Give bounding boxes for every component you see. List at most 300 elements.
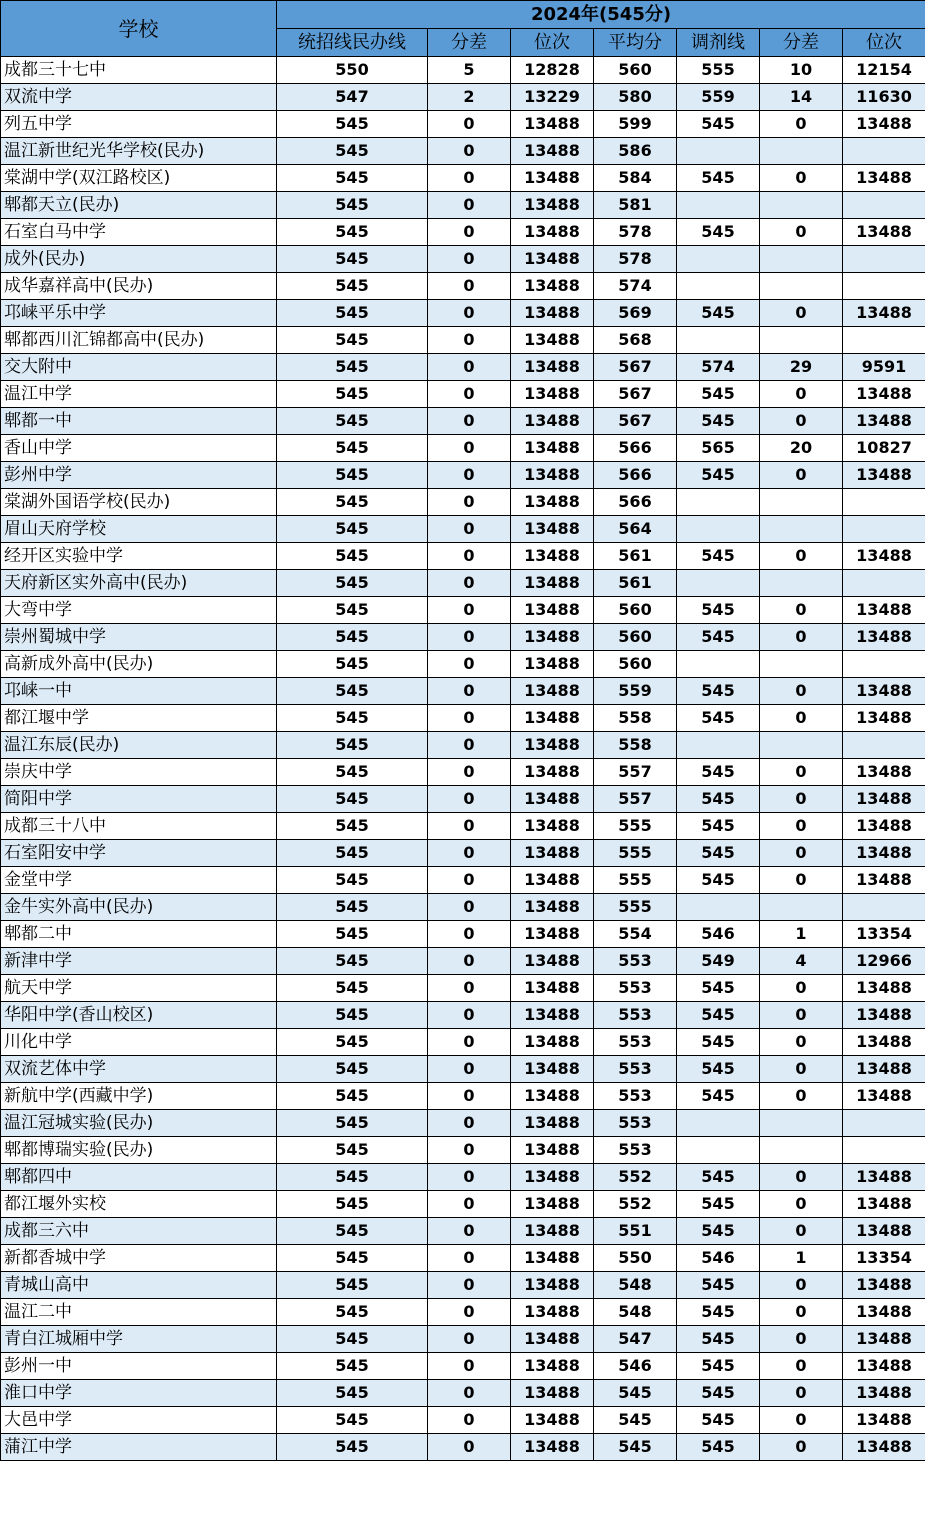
adjust-rank-cell [843,1110,925,1137]
cutoff-cell: 545 [277,1164,428,1191]
average-cell: 553 [594,1056,677,1083]
diff-cell: 2 [428,84,511,111]
diff-cell: 0 [428,246,511,273]
average-cell: 581 [594,192,677,219]
adjust-line-cell [677,489,760,516]
rank-cell: 13488 [511,219,594,246]
diff-cell: 0 [428,1137,511,1164]
table-row [1,1407,925,1434]
table-row [1,840,925,867]
rank-cell: 13488 [511,678,594,705]
diff-column-header: 分差 [428,29,511,57]
cutoff-cell: 545 [277,165,428,192]
adjust-rank-cell [843,273,925,300]
adjust-rank-column-header: 位次 [843,29,925,57]
table-row [1,111,925,138]
adjust-line-cell: 545 [677,813,760,840]
cutoff-cell: 545 [277,1137,428,1164]
school-cell: 成都三六中 [1,1218,277,1245]
adjust-diff-cell: 1 [760,1245,843,1272]
cutoff-column-header: 统招线民办线 [277,29,428,57]
rank-cell: 13488 [511,597,594,624]
adjust-diff-cell: 0 [760,1191,843,1218]
adjust-line-cell [677,732,760,759]
rank-cell: 13488 [511,1434,594,1461]
average-cell: 554 [594,921,677,948]
adjust-line-cell: 545 [677,165,760,192]
school-cell: 彭州中学 [1,462,277,489]
school-cell: 交大附中 [1,354,277,381]
rank-cell: 13488 [511,1380,594,1407]
diff-cell: 0 [428,435,511,462]
cutoff-cell: 545 [277,624,428,651]
cutoff-cell: 545 [277,597,428,624]
adjust-rank-cell: 13488 [843,219,925,246]
adjust-diff-cell: 0 [760,975,843,1002]
adjust-diff-cell [760,327,843,354]
cutoff-cell: 545 [277,354,428,381]
adjust-rank-cell: 13488 [843,381,925,408]
school-cell: 新津中学 [1,948,277,975]
cutoff-cell: 545 [277,759,428,786]
adjust-diff-cell: 0 [760,1002,843,1029]
adjust-line-cell: 545 [677,1164,760,1191]
adjust-diff-cell: 0 [760,813,843,840]
adjust-line-cell: 545 [677,597,760,624]
cutoff-cell: 545 [277,1056,428,1083]
adjust-rank-cell: 13488 [843,1056,925,1083]
table-row [1,867,925,894]
adjust-diff-cell: 1 [760,921,843,948]
table-row [1,948,925,975]
adjust-rank-cell: 12966 [843,948,925,975]
table-row [1,543,925,570]
rank-cell: 13488 [511,1245,594,1272]
cutoff-cell: 545 [277,489,428,516]
diff-cell: 0 [428,651,511,678]
average-cell: 550 [594,1245,677,1272]
average-cell: 553 [594,948,677,975]
adjust-line-cell: 545 [677,1299,760,1326]
table-row [1,759,925,786]
average-cell: 555 [594,813,677,840]
adjust-diff-cell [760,651,843,678]
adjust-rank-cell: 13488 [843,111,925,138]
adjust-diff-cell: 0 [760,219,843,246]
average-column-header: 平均分 [594,29,677,57]
school-cell: 彭州一中 [1,1353,277,1380]
average-cell: 553 [594,975,677,1002]
diff-cell: 0 [428,1380,511,1407]
adjust-diff-cell: 0 [760,678,843,705]
cutoff-cell: 545 [277,813,428,840]
average-cell: 545 [594,1380,677,1407]
rank-cell: 13488 [511,408,594,435]
table-row [1,624,925,651]
adjust-rank-cell: 13488 [843,543,925,570]
rank-cell: 13488 [511,165,594,192]
table-row [1,300,925,327]
table-row [1,219,925,246]
cutoff-cell: 545 [277,1191,428,1218]
adjust-line-cell: 545 [677,624,760,651]
adjust-rank-cell [843,732,925,759]
diff-cell: 0 [428,921,511,948]
table-row [1,489,925,516]
school-cell: 郫都天立(民办) [1,192,277,219]
adjust-diff-cell: 0 [760,1407,843,1434]
adjust-line-cell [677,570,760,597]
diff-cell: 0 [428,138,511,165]
adjust-diff-cell: 0 [760,462,843,489]
adjust-line-cell: 545 [677,1272,760,1299]
diff-cell: 0 [428,1164,511,1191]
school-cell: 温江东辰(民办) [1,732,277,759]
table-row [1,1029,925,1056]
average-cell: 553 [594,1137,677,1164]
average-cell: 558 [594,705,677,732]
diff-cell: 0 [428,300,511,327]
school-column-header: 学校 [1,1,277,57]
table-row [1,165,925,192]
adjust-rank-cell [843,651,925,678]
rank-cell: 13488 [511,1056,594,1083]
adjust-line-cell: 545 [677,678,760,705]
school-cell: 成都三十八中 [1,813,277,840]
table-row [1,381,925,408]
table-row [1,1083,925,1110]
adjust-diff-cell: 4 [760,948,843,975]
adjust-line-cell: 546 [677,1245,760,1272]
adjust-rank-cell: 13488 [843,813,925,840]
school-cell: 郫都一中 [1,408,277,435]
school-cell: 成华嘉祥高中(民办) [1,273,277,300]
adjust-line-cell [677,1137,760,1164]
diff-cell: 0 [428,894,511,921]
adjust-diff-cell: 20 [760,435,843,462]
school-cell: 香山中学 [1,435,277,462]
adjust-line-cell: 565 [677,435,760,462]
average-cell: 547 [594,1326,677,1353]
school-cell: 温江新世纪光华学校(民办) [1,138,277,165]
adjust-diff-cell [760,516,843,543]
diff-cell: 0 [428,1326,511,1353]
adjust-rank-cell: 11630 [843,84,925,111]
adjust-diff-cell [760,138,843,165]
adjust-diff-cell: 29 [760,354,843,381]
adjust-line-cell: 545 [677,1434,760,1461]
adjust-rank-cell: 13488 [843,1191,925,1218]
table-row [1,462,925,489]
adjust-rank-cell: 9591 [843,354,925,381]
adjust-rank-cell: 13488 [843,1407,925,1434]
diff-cell: 0 [428,1218,511,1245]
adjust-diff-column-header: 分差 [760,29,843,57]
adjust-line-cell: 545 [677,1191,760,1218]
table-row [1,1002,925,1029]
table-header [1,1,925,57]
school-cell: 石室阳安中学 [1,840,277,867]
adjust-line-cell: 545 [677,1380,760,1407]
rank-cell: 12828 [511,57,594,84]
average-cell: 555 [594,867,677,894]
diff-cell: 0 [428,273,511,300]
table-row [1,273,925,300]
adjust-line-cell: 545 [677,840,760,867]
table-row [1,786,925,813]
cutoff-cell: 545 [277,381,428,408]
school-cell: 都江堰外实校 [1,1191,277,1218]
rank-cell: 13488 [511,1299,594,1326]
diff-cell: 0 [428,570,511,597]
adjust-rank-cell [843,192,925,219]
cutoff-cell: 545 [277,1083,428,1110]
school-cell: 金堂中学 [1,867,277,894]
school-cell: 双流艺体中学 [1,1056,277,1083]
school-cell: 石室白马中学 [1,219,277,246]
table-row [1,1137,925,1164]
adjust-rank-cell [843,327,925,354]
rank-cell: 13488 [511,1272,594,1299]
cutoff-cell: 547 [277,84,428,111]
rank-cell: 13488 [511,489,594,516]
adjust-diff-cell: 0 [760,300,843,327]
adjust-rank-cell: 13488 [843,678,925,705]
rank-cell: 13488 [511,1326,594,1353]
adjust-diff-cell: 0 [760,543,843,570]
adjust-diff-cell: 0 [760,624,843,651]
cutoff-cell: 545 [277,840,428,867]
table-row [1,1056,925,1083]
adjust-rank-cell: 13488 [843,1434,925,1461]
adjust-rank-cell: 13488 [843,1380,925,1407]
adjust-diff-cell: 0 [760,759,843,786]
adjust-diff-cell [760,732,843,759]
adjust-line-cell: 549 [677,948,760,975]
adjust-rank-cell [843,894,925,921]
rank-cell: 13488 [511,894,594,921]
adjust-rank-cell: 13488 [843,1218,925,1245]
rank-cell: 13488 [511,138,594,165]
cutoff-cell: 545 [277,1245,428,1272]
rank-cell: 13488 [511,354,594,381]
adjust-rank-cell [843,246,925,273]
rank-cell: 13488 [511,543,594,570]
school-cell: 邛崃平乐中学 [1,300,277,327]
adjust-line-cell [677,192,760,219]
adjust-line-cell: 545 [677,1083,760,1110]
rank-cell: 13488 [511,732,594,759]
adjust-line-cell: 545 [677,867,760,894]
school-cell: 蒲江中学 [1,1434,277,1461]
average-cell: 584 [594,165,677,192]
rank-cell: 13488 [511,516,594,543]
adjust-diff-cell [760,1110,843,1137]
adjust-diff-cell [760,570,843,597]
cutoff-cell: 545 [277,1353,428,1380]
school-cell: 崇庆中学 [1,759,277,786]
diff-cell: 0 [428,1083,511,1110]
adjust-diff-cell: 0 [760,867,843,894]
adjust-diff-cell: 0 [760,1326,843,1353]
diff-cell: 0 [428,192,511,219]
adjust-line-cell: 546 [677,921,760,948]
average-cell: 580 [594,84,677,111]
rank-cell: 13488 [511,786,594,813]
diff-cell: 0 [428,1029,511,1056]
school-cell: 温江冠城实验(民办) [1,1110,277,1137]
rank-cell: 13488 [511,570,594,597]
diff-cell: 0 [428,165,511,192]
adjust-diff-cell: 0 [760,1299,843,1326]
diff-cell: 0 [428,1110,511,1137]
rank-cell: 13488 [511,435,594,462]
cutoff-cell: 545 [277,570,428,597]
adjust-line-cell [677,1110,760,1137]
average-cell: 545 [594,1407,677,1434]
adjust-rank-cell: 13488 [843,975,925,1002]
cutoff-cell: 545 [277,1407,428,1434]
diff-cell: 0 [428,381,511,408]
adjust-rank-cell: 13488 [843,624,925,651]
school-cell: 眉山天府学校 [1,516,277,543]
adjust-diff-cell: 0 [760,381,843,408]
school-cell: 新都香城中学 [1,1245,277,1272]
cutoff-cell: 545 [277,1326,428,1353]
average-cell: 561 [594,543,677,570]
year-title-header: 2024年(545分) [277,1,925,29]
adjust-line-cell [677,894,760,921]
school-cell: 崇州蜀城中学 [1,624,277,651]
table-row [1,57,925,84]
cutoff-cell: 545 [277,1380,428,1407]
adjust-rank-cell: 13488 [843,1299,925,1326]
average-cell: 552 [594,1164,677,1191]
school-cell: 郫都博瑞实验(民办) [1,1137,277,1164]
rank-cell: 13488 [511,1191,594,1218]
average-cell: 567 [594,381,677,408]
adjust-diff-cell: 14 [760,84,843,111]
adjust-rank-cell: 13488 [843,462,925,489]
adjust-line-cell [677,651,760,678]
table-row [1,921,925,948]
cutoff-cell: 545 [277,408,428,435]
rank-cell: 13488 [511,192,594,219]
school-cell: 双流中学 [1,84,277,111]
adjust-rank-cell: 13488 [843,1164,925,1191]
table-row [1,435,925,462]
school-cell: 大邑中学 [1,1407,277,1434]
rank-cell: 13488 [511,273,594,300]
school-cell: 简阳中学 [1,786,277,813]
diff-cell: 0 [428,732,511,759]
average-cell: 599 [594,111,677,138]
adjust-diff-cell [760,192,843,219]
table-row [1,894,925,921]
cutoff-cell: 545 [277,273,428,300]
adjust-line-cell: 559 [677,84,760,111]
cutoff-cell: 545 [277,651,428,678]
diff-cell: 0 [428,489,511,516]
cutoff-cell: 545 [277,732,428,759]
adjust-rank-cell: 13354 [843,1245,925,1272]
adjust-line-cell [677,273,760,300]
adjust-diff-cell: 0 [760,1083,843,1110]
table-body [1,57,925,1461]
diff-cell: 0 [428,462,511,489]
rank-cell: 13488 [511,948,594,975]
table-row [1,813,925,840]
diff-cell: 0 [428,624,511,651]
adjust-line-cell: 545 [677,462,760,489]
average-cell: 555 [594,894,677,921]
adjust-line-cell: 555 [677,57,760,84]
adjust-rank-cell: 13488 [843,1326,925,1353]
table-row [1,516,925,543]
table-row [1,570,925,597]
adjust-rank-cell: 13488 [843,1029,925,1056]
school-cell: 郫都西川汇锦都高中(民办) [1,327,277,354]
rank-column-header: 位次 [511,29,594,57]
school-cell: 郫都四中 [1,1164,277,1191]
average-cell: 560 [594,651,677,678]
table-row [1,1191,925,1218]
adjust-diff-cell: 10 [760,57,843,84]
cutoff-cell: 545 [277,678,428,705]
adjust-rank-cell: 13488 [843,408,925,435]
adjust-rank-cell: 13488 [843,165,925,192]
adjust-line-cell: 545 [677,381,760,408]
cutoff-cell: 550 [277,57,428,84]
adjust-diff-cell [760,1137,843,1164]
adjust-diff-cell: 0 [760,1164,843,1191]
adjust-rank-cell: 13488 [843,867,925,894]
adjust-line-cell: 545 [677,1407,760,1434]
adjust-diff-cell: 0 [760,705,843,732]
rank-cell: 13488 [511,813,594,840]
rank-cell: 13488 [511,975,594,1002]
adjust-diff-cell: 0 [760,1272,843,1299]
table-row [1,327,925,354]
school-cell: 邛崃一中 [1,678,277,705]
average-cell: 546 [594,1353,677,1380]
diff-cell: 0 [428,867,511,894]
cutoff-cell: 545 [277,246,428,273]
adjust-line-cell [677,327,760,354]
adjust-rank-cell [843,1137,925,1164]
school-cell: 航天中学 [1,975,277,1002]
school-cell: 成都三十七中 [1,57,277,84]
table-row [1,354,925,381]
cutoff-cell: 545 [277,894,428,921]
table-row [1,1164,925,1191]
diff-cell: 5 [428,57,511,84]
diff-cell: 0 [428,516,511,543]
average-cell: 566 [594,489,677,516]
table-row [1,408,925,435]
table-row [1,1110,925,1137]
rank-cell: 13488 [511,111,594,138]
cutoff-cell: 545 [277,111,428,138]
adjust-rank-cell: 13488 [843,597,925,624]
adjust-diff-cell: 0 [760,1029,843,1056]
diff-cell: 0 [428,705,511,732]
school-cell: 列五中学 [1,111,277,138]
rank-cell: 13488 [511,1353,594,1380]
rank-cell: 13488 [511,840,594,867]
average-cell: 553 [594,1083,677,1110]
diff-cell: 0 [428,813,511,840]
